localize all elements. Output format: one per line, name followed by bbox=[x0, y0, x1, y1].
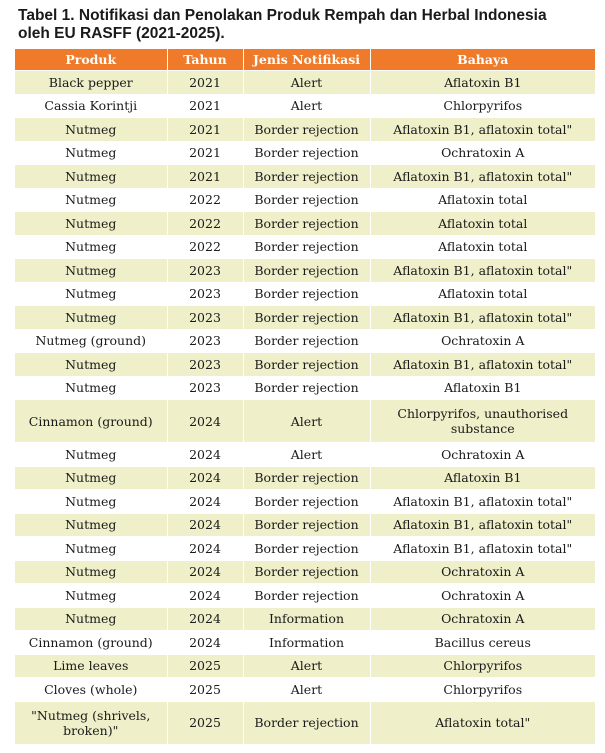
cell-tahun: 2025 bbox=[167, 701, 243, 744]
cell-produk: Nutmeg bbox=[15, 513, 167, 537]
cell-produk: Nutmeg (ground) bbox=[15, 329, 167, 353]
table-row bbox=[15, 71, 595, 95]
cell-tahun: 2024 bbox=[167, 607, 243, 631]
cell-jenis-notifikasi: Information bbox=[243, 631, 370, 655]
cell-bahaya: Aflatoxin B1, aflatoxin total" bbox=[370, 537, 595, 561]
cell-jenis-notifikasi: Border rejection bbox=[243, 188, 370, 212]
cell-produk: Nutmeg bbox=[15, 490, 167, 514]
table-header-row bbox=[15, 49, 595, 71]
cell-produk: Cinnamon (ground) bbox=[15, 631, 167, 655]
header-produk: Produk bbox=[15, 49, 167, 71]
cell-tahun: 2024 bbox=[167, 584, 243, 608]
table-row bbox=[15, 654, 595, 678]
cell-bahaya: Ochratoxin A bbox=[370, 560, 595, 584]
cell-jenis-notifikasi: Border rejection bbox=[243, 282, 370, 306]
cell-bahaya: Aflatoxin B1, aflatoxin total" bbox=[370, 259, 595, 283]
header-tahun: Tahun bbox=[167, 49, 243, 71]
cell-tahun: 2024 bbox=[167, 560, 243, 584]
cell-tahun: 2023 bbox=[167, 259, 243, 283]
cell-produk: Cloves (whole) bbox=[15, 678, 167, 702]
table-row bbox=[15, 188, 595, 212]
cell-jenis-notifikasi: Border rejection bbox=[243, 537, 370, 561]
table-row bbox=[15, 607, 595, 631]
cell-jenis-notifikasi: Alert bbox=[243, 71, 370, 95]
table-row bbox=[15, 701, 595, 744]
cell-tahun: 2024 bbox=[167, 490, 243, 514]
rasff-notification-table bbox=[15, 49, 595, 744]
cell-jenis-notifikasi: Border rejection bbox=[243, 513, 370, 537]
cell-tahun: 2025 bbox=[167, 678, 243, 702]
cell-produk: Nutmeg bbox=[15, 188, 167, 212]
cell-produk: Nutmeg bbox=[15, 607, 167, 631]
cell-tahun: 2021 bbox=[167, 141, 243, 165]
cell-jenis-notifikasi: Border rejection bbox=[243, 141, 370, 165]
cell-bahaya: Aflatoxin total bbox=[370, 235, 595, 259]
cell-bahaya: Aflatoxin total" bbox=[370, 701, 595, 744]
cell-tahun: 2024 bbox=[167, 443, 243, 467]
cell-produk: Nutmeg bbox=[15, 560, 167, 584]
table-row bbox=[15, 400, 595, 443]
cell-jenis-notifikasi: Border rejection bbox=[243, 212, 370, 236]
cell-produk: Nutmeg bbox=[15, 165, 167, 189]
cell-jenis-notifikasi: Border rejection bbox=[243, 584, 370, 608]
cell-bahaya: Aflatoxin total bbox=[370, 188, 595, 212]
cell-jenis-notifikasi: Alert bbox=[243, 678, 370, 702]
cell-jenis-notifikasi: Border rejection bbox=[243, 329, 370, 353]
table-row bbox=[15, 165, 595, 189]
cell-tahun: 2023 bbox=[167, 329, 243, 353]
cell-bahaya: Chlorpyrifos bbox=[370, 654, 595, 678]
cell-produk: Nutmeg bbox=[15, 353, 167, 377]
table-caption-line-2: oleh EU RASFF (2021-2025). bbox=[18, 25, 225, 42]
table-row bbox=[15, 141, 595, 165]
cell-produk: Nutmeg bbox=[15, 118, 167, 142]
cell-tahun: 2022 bbox=[167, 188, 243, 212]
cell-tahun: 2021 bbox=[167, 94, 243, 118]
cell-produk: Cinnamon (ground) bbox=[15, 400, 167, 443]
cell-produk: Nutmeg bbox=[15, 466, 167, 490]
cell-tahun: 2024 bbox=[167, 400, 243, 443]
table-row bbox=[15, 560, 595, 584]
cell-jenis-notifikasi: Alert bbox=[243, 654, 370, 678]
cell-bahaya: Chlorpyrifos bbox=[370, 678, 595, 702]
cell-jenis-notifikasi: Border rejection bbox=[243, 235, 370, 259]
cell-bahaya: Aflatoxin B1 bbox=[370, 376, 595, 400]
cell-bahaya: Chlorpyrifos, unauthorised substance bbox=[370, 400, 595, 443]
cell-bahaya: Aflatoxin B1, aflatoxin total" bbox=[370, 118, 595, 142]
cell-jenis-notifikasi: Alert bbox=[243, 400, 370, 443]
cell-bahaya: Bacillus cereus bbox=[370, 631, 595, 655]
table-caption bbox=[18, 7, 598, 43]
cell-tahun: 2023 bbox=[167, 306, 243, 330]
cell-tahun: 2024 bbox=[167, 537, 243, 561]
cell-jenis-notifikasi: Border rejection bbox=[243, 466, 370, 490]
table-body bbox=[15, 71, 595, 744]
cell-produk: Cassia Korintji bbox=[15, 94, 167, 118]
cell-tahun: 2023 bbox=[167, 282, 243, 306]
cell-produk: Nutmeg bbox=[15, 443, 167, 467]
table-row bbox=[15, 353, 595, 377]
table-row bbox=[15, 329, 595, 353]
cell-produk: "Nutmeg (shrivels, broken)" bbox=[15, 701, 167, 744]
cell-produk: Nutmeg bbox=[15, 235, 167, 259]
table-row bbox=[15, 235, 595, 259]
header-jenis-notifikasi: Jenis Notifikasi bbox=[243, 49, 370, 71]
cell-tahun: 2024 bbox=[167, 466, 243, 490]
cell-jenis-notifikasi: Border rejection bbox=[243, 560, 370, 584]
cell-jenis-notifikasi: Border rejection bbox=[243, 376, 370, 400]
cell-bahaya: Aflatoxin B1, aflatoxin total" bbox=[370, 353, 595, 377]
cell-jenis-notifikasi: Border rejection bbox=[243, 259, 370, 283]
table-row bbox=[15, 466, 595, 490]
table-row bbox=[15, 443, 595, 467]
table-caption-line-1: Tabel 1. Notifikasi dan Penolakan Produk Rempah dan Herbal Indonesia bbox=[18, 7, 547, 24]
cell-jenis-notifikasi: Alert bbox=[243, 94, 370, 118]
table-row bbox=[15, 282, 595, 306]
cell-bahaya: Aflatoxin B1, aflatoxin total" bbox=[370, 165, 595, 189]
cell-jenis-notifikasi: Border rejection bbox=[243, 118, 370, 142]
cell-produk: Nutmeg bbox=[15, 584, 167, 608]
cell-produk: Nutmeg bbox=[15, 212, 167, 236]
table-row bbox=[15, 513, 595, 537]
cell-produk: Nutmeg bbox=[15, 306, 167, 330]
cell-tahun: 2025 bbox=[167, 654, 243, 678]
table-row bbox=[15, 306, 595, 330]
table-row bbox=[15, 584, 595, 608]
cell-bahaya: Ochratoxin A bbox=[370, 607, 595, 631]
table-row bbox=[15, 94, 595, 118]
cell-bahaya: Chlorpyrifos bbox=[370, 94, 595, 118]
cell-produk: Nutmeg bbox=[15, 259, 167, 283]
cell-bahaya: Aflatoxin B1 bbox=[370, 466, 595, 490]
cell-bahaya: Aflatoxin B1, aflatoxin total" bbox=[370, 513, 595, 537]
cell-jenis-notifikasi: Border rejection bbox=[243, 353, 370, 377]
cell-bahaya: Aflatoxin B1, aflatoxin total" bbox=[370, 490, 595, 514]
cell-produk: Nutmeg bbox=[15, 537, 167, 561]
cell-tahun: 2024 bbox=[167, 513, 243, 537]
cell-bahaya: Aflatoxin total bbox=[370, 282, 595, 306]
cell-tahun: 2021 bbox=[167, 118, 243, 142]
cell-jenis-notifikasi: Border rejection bbox=[243, 165, 370, 189]
cell-tahun: 2022 bbox=[167, 212, 243, 236]
cell-jenis-notifikasi: Information bbox=[243, 607, 370, 631]
table-row bbox=[15, 259, 595, 283]
table-row bbox=[15, 118, 595, 142]
cell-bahaya: Aflatoxin total bbox=[370, 212, 595, 236]
cell-jenis-notifikasi: Border rejection bbox=[243, 701, 370, 744]
table-row bbox=[15, 490, 595, 514]
cell-tahun: 2021 bbox=[167, 71, 243, 95]
cell-produk: Nutmeg bbox=[15, 376, 167, 400]
table-row bbox=[15, 631, 595, 655]
cell-tahun: 2023 bbox=[167, 353, 243, 377]
cell-jenis-notifikasi: Border rejection bbox=[243, 490, 370, 514]
cell-bahaya: Aflatoxin B1 bbox=[370, 71, 595, 95]
table-row bbox=[15, 212, 595, 236]
cell-produk: Lime leaves bbox=[15, 654, 167, 678]
cell-bahaya: Ochratoxin A bbox=[370, 141, 595, 165]
cell-produk: Nutmeg bbox=[15, 141, 167, 165]
cell-tahun: 2024 bbox=[167, 631, 243, 655]
cell-bahaya: Aflatoxin B1, aflatoxin total" bbox=[370, 306, 595, 330]
cell-bahaya: Ochratoxin A bbox=[370, 443, 595, 467]
cell-jenis-notifikasi: Border rejection bbox=[243, 306, 370, 330]
cell-bahaya: Ochratoxin A bbox=[370, 584, 595, 608]
cell-bahaya: Ochratoxin A bbox=[370, 329, 595, 353]
header-bahaya: Bahaya bbox=[370, 49, 595, 71]
cell-produk: Black pepper bbox=[15, 71, 167, 95]
cell-tahun: 2021 bbox=[167, 165, 243, 189]
cell-tahun: 2023 bbox=[167, 376, 243, 400]
cell-jenis-notifikasi: Alert bbox=[243, 443, 370, 467]
table-row bbox=[15, 376, 595, 400]
cell-tahun: 2022 bbox=[167, 235, 243, 259]
cell-produk: Nutmeg bbox=[15, 282, 167, 306]
table-row bbox=[15, 678, 595, 702]
table-row bbox=[15, 537, 595, 561]
